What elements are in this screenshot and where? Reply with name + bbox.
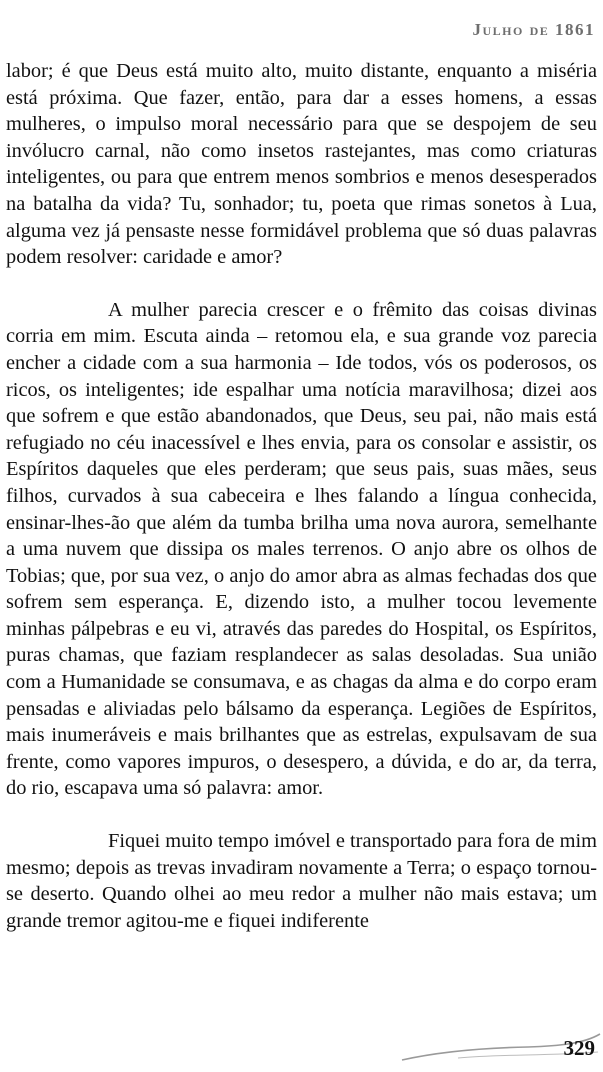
paragraph-3: Fiquei muito tempo imóvel e transportado para fora de mim mesmo; depois as trevas invadiram novamente a Terra; o espaço tornou-se deserto. Quando olhei ao meu redor a mulher não mais estava; um grande tremor agitou-me e fiquei indiferente [6, 830, 597, 932]
page-body [6, 58, 597, 934]
paragraph-1: labor; é que Deus está muito alto, muito distante, enquanto a miséria está próxima. Que fazer, então, para dar a esses homens, a essas mulheres, o impulso moral necessário para que se despojem de seu invólucro carnal, não como insetos rastejantes, mas como criaturas inteligentes, ou para que entrem menos sombrios e menos desesperados na batalha da vida? Tu, sonhador; tu, poeta que rimas sonetos à Lua, alguma vez já pensaste nesse formidável problema que só duas palavras podem resolver: caridade e amor? [6, 60, 597, 269]
running-header: Julho de 1861 [472, 20, 595, 39]
page-number: 329 [563, 1036, 595, 1060]
paragraph-2: A mulher parecia crescer e o frêmito das coisas divinas corria em mim. Escuta ainda – retomou ela, e sua grande voz parecia encher a cidade com a sua harmonia – Ide todos, vós os poderosos, os ricos, os inteligentes; ide espalhar uma notícia maravilhosa; dizei aos que sofrem e que estão abandonados, que Deus, seu pai, não mais está refugiado no céu inacessível e lhes envia, para os consolar e assistir, os Espíritos daqueles que eles perderam; que seus pais, suas mães, seus filhos, curvados à sua cabeceira e lhes falando a língua conhecida, ensinar-lhes-ão que além da tumba brilha uma nova aurora, semelhante a uma nuvem que dissipa os males terrenos. O anjo abre os olhos de Tobias; que, por sua vez, o anjo do amor abra as almas fechadas dos que sofrem sem esperança. E, dizendo isto, a mulher tocou levemente minhas pálpebras e eu vi, através das paredes do Hospital, os Espíritos, puras chamas, que faziam resplandecer as salas desoladas. Sua união com a Humanidade se consumava, e as chagas da alma e do corpo eram pensadas e aliviadas pelo bálsamo da esperança. Legiões de Espíritos, mais inumeráveis e mais brilhantes que as estrelas, expulsavam de sua frente, como vapores impuros, o desespero, a dúvida, e do ar, da terra, do rio, escapava uma só palavra: amor. [6, 298, 597, 800]
